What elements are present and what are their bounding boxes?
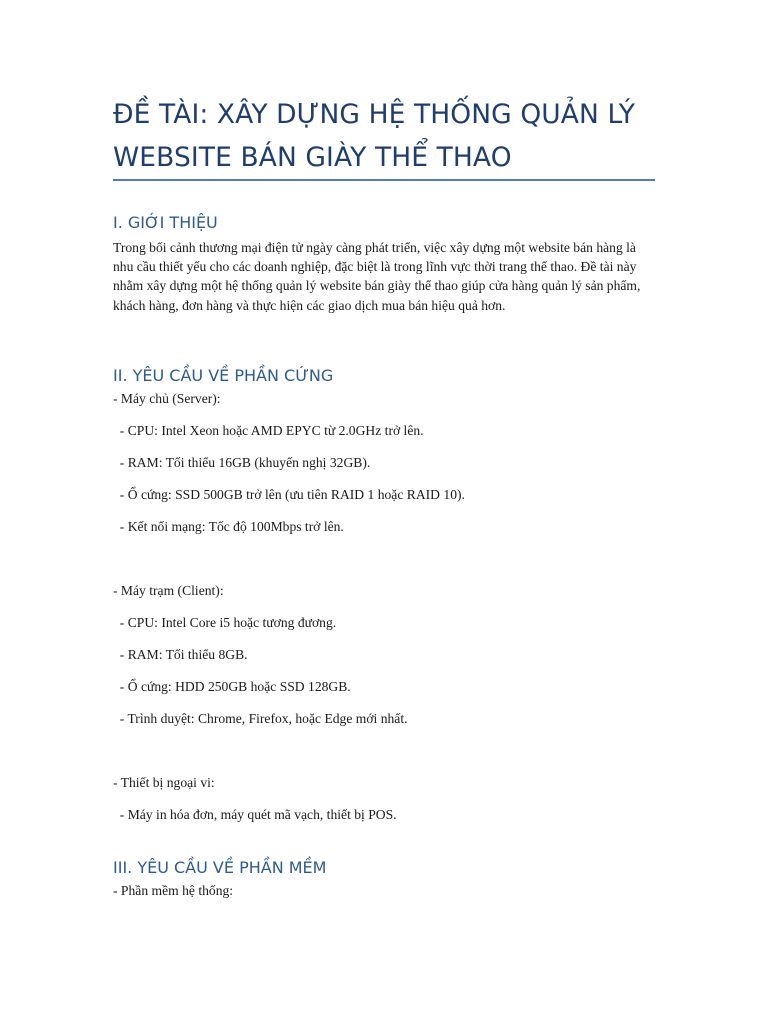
client-item-storage: - Ổ cứng: HDD 250GB hoặc SSD 128GB.	[113, 679, 351, 694]
client-item-ram: - RAM: Tối thiểu 8GB.	[113, 647, 248, 662]
peripheral-label: - Thiết bị ngoại vi:	[113, 775, 215, 790]
client-item-cpu: - CPU: Intel Core i5 hoặc tương đương.	[113, 615, 337, 630]
section-hardware-heading: II. YÊU CẦU VỀ PHẦN CỨNG	[113, 366, 334, 385]
title-underline	[113, 179, 655, 181]
section-software-heading: III. YÊU CẦU VỀ PHẦN MỀM	[113, 858, 327, 877]
server-item-storage: - Ổ cứng: SSD 500GB trở lên (ưu tiên RAID 1 hoặc RAID 10).	[113, 487, 465, 502]
server-item-cpu: - CPU: Intel Xeon hoặc AMD EPYC từ 2.0GHz trở lên.	[113, 423, 424, 438]
section-intro-heading: I. GIỚI THIỆU	[113, 213, 218, 232]
client-label: - Máy trạm (Client):	[113, 583, 224, 598]
client-item-browser: - Trình duyệt: Chrome, Firefox, hoặc Edge mới nhất.	[113, 711, 408, 726]
software-system-label: - Phần mềm hệ thống:	[113, 883, 234, 898]
title-line-2: WEBSITE BÁN GIÀY THỂ THAO	[113, 142, 512, 173]
document-title	[113, 93, 673, 179]
section-intro-paragraph: Trong bối cảnh thương mại điện tử ngày càng phát triển, việc xây dựng một website bán hàng là nhu cầu thiết yếu cho các doanh nghiệp, đặc biệt là trong lĩnh vực thời trang thể thao. Đề tài này nhằm xây dựng một hệ thống quản lý website bán giày thể thao giúp cửa hàng quản lý sản phẩm, khách hàng, đơn hàng và thực hiện các giao dịch mua bán hiệu quả hơn.	[113, 240, 641, 313]
server-item-network: - Kết nối mạng: Tốc độ 100Mbps trở lên.	[113, 519, 344, 534]
server-item-ram: - RAM: Tối thiểu 16GB (khuyến nghị 32GB).	[113, 455, 371, 470]
title-line-1: ĐỀ TÀI: XÂY DỰNG HỆ THỐNG QUẢN LÝ	[113, 99, 636, 130]
peripheral-item-devices: - Máy in hóa đơn, máy quét mã vạch, thiết bị POS.	[113, 807, 397, 822]
server-label: - Máy chủ (Server):	[113, 391, 221, 406]
